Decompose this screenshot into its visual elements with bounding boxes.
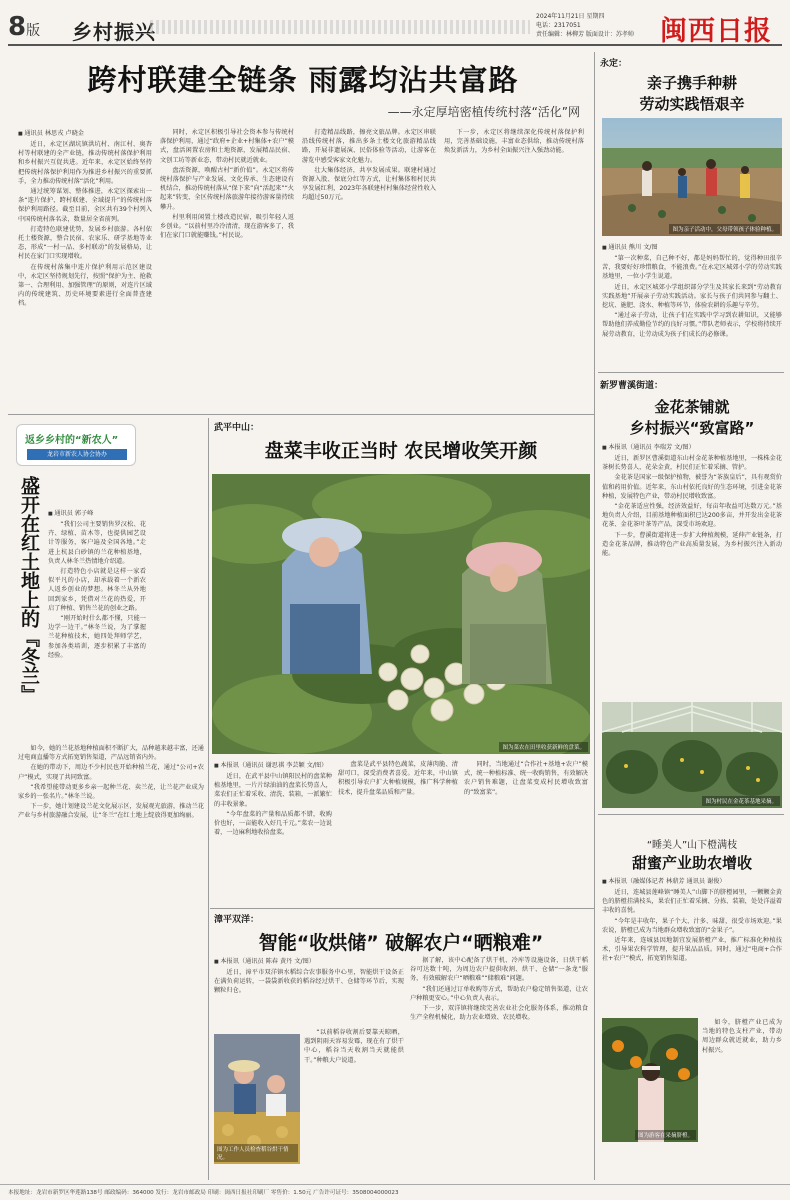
feature-badge-title: 返乡乡村的“新农人”	[25, 435, 119, 446]
lancui-paragraph: 近年来，连城县因地制宜发展脐橙产业，推广标准化种植技术，引导果农科学管理，提升果品品质。同时，通过“电商+合作社+农户”模式，拓宽销售渠道。	[602, 937, 782, 963]
lancui-paragraph: “今年是丰收年，果子个大、汁多、味甜，很受市场欢迎。”果农说，脐橙已成为当地群众增收致富的“金果子”。	[602, 917, 782, 934]
lancui-paragraph: 近日，连城县莲峰镇“睡美人”山脚下的脐橙园里，一颗颗金黄色的脐橙挂满枝头，果农们正忙着采摘、分拣、装箱，处处洋溢着丰收的喜悦。	[602, 889, 782, 915]
issue-date: 2024年11月21日 星期四	[536, 13, 605, 20]
xinluo-photo-caption: 图为村民在金花茶基地采摘。	[702, 796, 780, 806]
yongding-paragraph: 近日，永定区城郊小学组织部分学生及其家长来到“劳动教育实践基地”开展亲子劳动实践活动。家长与孩子们共同参与翻土、挖坑、施肥、浇水、种植等环节，体验农耕的乐趣与辛劳。	[602, 283, 782, 310]
zhangping-photo	[214, 1034, 300, 1164]
yongding-photo	[602, 118, 782, 236]
yongding-body	[602, 254, 782, 368]
lead-bottom-rule	[8, 414, 594, 415]
lancui-photo-art	[602, 1018, 698, 1142]
zhangping-tag: 漳平双洋：	[214, 915, 260, 925]
feature-paragraph: “刚开始时什么都不懂，只能一边学一边干。”林冬兰说，为了掌握兰花种植技术，她四处拜师学艺，参加各类培训，逐步积累了丰富的经验。	[48, 615, 146, 659]
issue-editors: 责任编辑：林柳芳 版面设计：苏孝帅	[536, 31, 634, 38]
feature-title: 盛开在红土地上的『冬兰』	[18, 476, 40, 704]
edition-number	[8, 12, 40, 42]
xinluo-photo-art	[602, 702, 782, 808]
wuping-bottom-rule	[210, 908, 594, 909]
yongding-title-line-2: 劳动实践悟艰辛	[639, 95, 745, 113]
wuping-paragraph: 同时，当地通过“合作社+基地+农户”模式，统一种植标准、统一收购销售，有效解决农户销售难题，让盘菜变成村民增收致富的“致富菜”。	[464, 761, 588, 796]
yongding-photo-art	[602, 118, 782, 236]
lead-paragraph: 近日，永定区湖坑镇洪坑村、南江村、奥杳村等村联建的全产业链，推动传统村落保护利用和乡村振兴互促共进。近年来，永定区始终坚持把传统村落保护利用作为推进乡村振兴的重要抓手，全力推动传统村落“活化”利用。	[18, 141, 152, 185]
feature-paragraph: 下一步，她计划建设兰花文化展示区，发展观光旅游，推动兰花产业与乡村旅游融合发展，让“冬兰”在红土地上绽放得更加绚丽。	[18, 803, 204, 820]
yongding-title-line-1: 亲子携手种耕	[646, 74, 737, 92]
yongding-byline: ■ 通讯员 熊川 文/图	[602, 242, 658, 251]
xinluo-paragraph: “金花茶适应性强，经济效益好，每亩年收益可达数万元。”基地负责人介绍，目前基地种植面积已达200多亩，并开发出金花茶花茶、金花茶叶茶等产品，深受市场欢迎。	[602, 503, 782, 529]
lancui-title: 甜蜜产业助农增收	[631, 854, 752, 872]
lead-title: 跨村联建全链条 雨露均沾共富路	[87, 63, 519, 97]
xinluo-byline: ■ 本报讯（通讯员 李瑞芳 文/图）	[602, 442, 695, 451]
xinluo-photo	[602, 702, 782, 808]
lead-paragraph: 同时，永定区积极引导社会资本参与传统村落保护利用，通过“政府+企业+村集体+农户”模式，盘活闲置农房和土地资源，发展精品民宿、文创工坊等新业态，带动村民就近就业。	[160, 129, 294, 164]
wuping-col-1	[214, 772, 332, 904]
yongding-bottom-rule	[598, 372, 784, 373]
wuping-byline: ■ 本报讯（通讯员 谢思祺 李芸颖 文/图）	[214, 760, 327, 769]
zhangping-paragraph: “我们还通过订单收购等方式，帮助农户稳定销售渠道，让农户种粮更安心。”中心负责人表示。	[410, 985, 588, 1002]
yongding-photo-caption: 图为亲子活动中，父母带领孩子体验种植。	[669, 224, 780, 234]
xinluo-paragraph: 近日，新罗区曹溪街道东山村金花茶种植基地里，一株株金花茶树长势喜人，花朵金黄，村民们正忙着采摘、管护。	[602, 455, 782, 472]
lead-paragraph: 村里利用闲置土楼改造民宿，吸引年轻人返乡创业。“以前村里冷冷清清，现在游客多了，我们在家门口就能赚钱。”村民说。	[160, 213, 294, 240]
yongding-paragraph: “第一次种菜，自己种不好，都是妈妈帮忙的，觉得种田很辛苦，我要好好珍惜粮食，不能浪费。”在永定区城郊小学的劳动实践基地里，一位小学生说道。	[602, 255, 782, 281]
wuping-photo	[212, 474, 590, 754]
feature-badge-sub: 龙岩市新农人协会协办	[27, 449, 127, 460]
wuping-col-3	[464, 760, 588, 904]
lead-subtitle: ——永定厚培密植传统村落“活化”网	[387, 105, 580, 119]
wuping-paragraph: 盘菜是武平县特色蔬菜，皮薄肉脆、清甜可口，深受消费者喜爱。近年来，中山镇积极引导农户扩大种植规模，推广科学种植技术，提升盘菜品质和产量。	[338, 761, 458, 796]
lead-paragraph: 通过统筹谋划、整体推进，永定区探索出一条“连片保护、跨村联建、全域提升”的传统村落保护利用路径。截至目前，全区共有39个村列入中国传统村落名录，数量居全省前列。	[18, 188, 152, 223]
lead-paragraph: 壮大集体经济，共享发展成果。联建村通过资源入股、保底分红等方式，让村集体和村民共享发展红利，2023年各联建村村集体经营性收入均超过50万元。	[302, 166, 436, 202]
xinluo-paragraph: 下一步，曹溪街道将进一步扩大种植规模，延伸产业链条，打造金花茶品牌，推动特色产业高质量发展，为乡村振兴注入新动能。	[602, 531, 782, 558]
lancui-subtitle: “睡美人”山下橙满枝	[646, 840, 738, 851]
lead-byline: ■ 通讯员 林思戎 卢晓金	[18, 128, 84, 137]
wuping-photo-art	[212, 474, 590, 754]
xinluo-tag: 新罗曹溪街道：	[600, 381, 664, 391]
lancui-paragraph: 如今，脐橙产业已成为当地的特色支柱产业，带动周边群众就近就业，助力乡村振兴。	[702, 1019, 782, 1054]
lead-col-3	[302, 128, 436, 408]
feature-paragraph: 如今，她的兰花基地种植面积不断扩大，品种越来越丰富，还通过电商直播等方式拓宽销售渠道，产品远销省内外。	[18, 745, 204, 762]
xinluo-bottom-rule	[598, 814, 784, 815]
issue-phone: 电话：2317051	[536, 22, 581, 29]
wuping-title: 盘菜丰收正当时 农民增收笑开颜	[264, 440, 538, 462]
wuping-paragraph: 近日，在武平县中山镇阳民村的盘菜种植基地里，一片片绿油油的盘菜长势喜人，菜农们正忙着采收、清洗、装箱，一派繁忙的丰收景象。	[214, 773, 332, 808]
section-title: 乡村振兴	[72, 20, 156, 44]
lead-paragraph: 盘活资源，唤醒古村“新价值”。永定区将传统村落保护与产业发展、文化传承、生态建设有机结合，推动传统村落从“保下来”向“活起来”“火起来”转变，全区传统村落旅游年接待游客量持续攀升。	[160, 166, 294, 211]
feature-divider	[208, 418, 209, 1180]
feature-paragraph: 在她的带动下，周边不少村民也开始种植兰花，通过“公司+农户”模式，实现了共同致富。	[18, 764, 204, 781]
zhangping-photo-caption: 图为工作人员检查稻谷烘干情况。	[214, 1144, 298, 1162]
yongding-paragraph: “通过亲子劳动，让孩子们在实践中学习到农耕知识，又能够帮助他们养成勤俭节约的良好习惯。”带队老师表示，学校将持续开展劳动教育，让劳动成为孩子们成长的必修课。	[602, 312, 782, 338]
wuping-paragraph: “今年盘菜的产量和品质都不错，收购价也好，一亩能收入好几千元。”菜农一边说着，一边麻利地收拾盘菜。	[214, 810, 332, 837]
wuping-tag: 武平中山：	[214, 423, 260, 433]
wuping-col-2	[338, 760, 458, 904]
header-decoration	[150, 20, 530, 34]
zhangping-paragraph: “以前稻谷收割后要靠天晾晒，遇到阴雨天容易发霉，现在有了烘干中心，稻谷当天收割当天就能烘干。”种粮大户说道。	[304, 1029, 404, 1064]
edition-word: 版	[26, 23, 41, 39]
xinluo-title-line-2: 乡村振兴“致富路”	[629, 419, 755, 437]
newspaper-logo: 闽西日报	[660, 16, 772, 47]
feature-paragraph: “我们公司主要销售罗汉松、花卉、绿植、苗木等，也提供园艺设计等服务，客户遍及全国各地。”走进上杭县白砂镇的兰花种植基地，负责人林冬兰热情地介绍道。	[48, 521, 146, 565]
xinluo-body	[602, 454, 782, 698]
feature-col-2	[18, 744, 204, 1180]
zhangping-title: 智能“收烘储” 破解农户“晒粮难”	[258, 932, 544, 954]
lead-paragraph: 下一步，永定区将继续深化传统村落保护利用，完善基础设施，丰富业态供给，推动传统村落焕发新活力，为乡村全面振兴注入强劲动能。	[444, 129, 584, 155]
xinluo-paragraph: 金花茶是国家一级保护植物，被誉为“茶族皇后”，具有观赏价值和药用价值。近年来，东山村依托良好的生态环境，引进金花茶种植，发展特色产业，带动村民增收致富。	[602, 474, 782, 500]
lancui-photo-caption: 图为游客在采摘脐橙。	[635, 1130, 696, 1140]
zhangping-paragraph: 据了解，该中心配备了烘干机、冷库等设施设备，日烘干稻谷可达数十吨，为周边农户提供收割、烘干、仓储“一条龙”服务，有效破解农户“晒粮难”“储粮难”问题。	[410, 957, 588, 983]
edition-num: 8	[8, 12, 27, 42]
zhangping-col-2	[410, 956, 588, 1180]
lancui-body-2	[702, 1018, 782, 1142]
yongding-tag: 永定：	[600, 59, 628, 69]
feature-col-1	[48, 520, 146, 740]
lancui-photo	[602, 1018, 698, 1142]
zhangping-paragraph: 下一步，双洋镇将继续完善农业社会化服务体系，推动粮食生产全程机械化，助力农业增效、农民增收。	[410, 1005, 588, 1022]
lead-col-1	[18, 140, 152, 408]
lead-paragraph: 在传统村落集中连片保护利用示范区建设中，永定区坚持规划先行，按照“保护为主、抢救第一、合理利用、加强管理”的原则，对连片区域内的传统建筑、历史环境要素进行全面普查建档。	[18, 263, 152, 308]
lancui-byline: ■ 本报讯（融媒体记者 林鼎芳 通讯员 谢俊）	[602, 876, 782, 885]
column-divider	[594, 52, 595, 1180]
header-rule	[8, 44, 782, 46]
zhangping-col-1b	[304, 1028, 404, 1178]
xinluo-title-line-1: 金花茶铺就	[654, 398, 730, 416]
zhangping-col-1	[214, 968, 404, 1024]
feature-paragraph: “我希望能带动更多乡亲一起种兰花、卖兰花，让兰花产业成为家乡的一张名片。”林冬兰说。	[18, 783, 204, 801]
lead-col-4	[444, 128, 584, 408]
wuping-photo-caption: 图为菜农在田里收获新鲜的盘菜。	[499, 742, 588, 752]
lead-paragraph: 打造精品线路，擦亮文旅品牌。永定区串联沿线传统村落，推出多条土楼文化旅游精品线路，开展非遗展演、民俗体验等活动，让游客在游览中感受客家文化魅力。	[302, 129, 436, 164]
feature-paragraph: 打造特色小店就是这样一家看似平凡的小店，却承载着一个新农人返乡创业的梦想。林冬兰从外地回到家乡，凭借对兰花的热爱，开启了种植、销售兰花的创业之路。	[48, 568, 146, 612]
lead-col-2	[160, 128, 294, 408]
lead-paragraph: 打造特色联建优势，发展乡村旅游。各村依托土楼资源，整合民宿、农家乐、研学基地等业态，形成“一村一品、多村联动”的发展格局，让村民在家门口实现增收。	[18, 225, 152, 261]
zhangping-paragraph: 近日，漳平市双洋镇水稻综合农事服务中心里，智能烘干设备正在满负荷运转，一袋袋新收获的稻谷经过烘干、仓储等环节后，实现颗粒归仓。	[214, 969, 404, 995]
feature-badge	[16, 424, 136, 466]
lancui-body	[602, 888, 782, 1014]
header-meta	[536, 12, 656, 39]
zhangping-byline: ■ 本报讯（通讯员 陈春 黄丹 文/图）	[214, 956, 315, 965]
feature-byline: ■ 通讯员 郭子峰	[48, 508, 93, 517]
page-footer: 本报地址：龙岩市新罗区华莲路138号 邮政编码：364000 发行：龙岩市邮政局 印刷：闽西日报社印刷厂 零售价：1.50元 广告许可证号：3508004000023	[0, 1184, 790, 1200]
